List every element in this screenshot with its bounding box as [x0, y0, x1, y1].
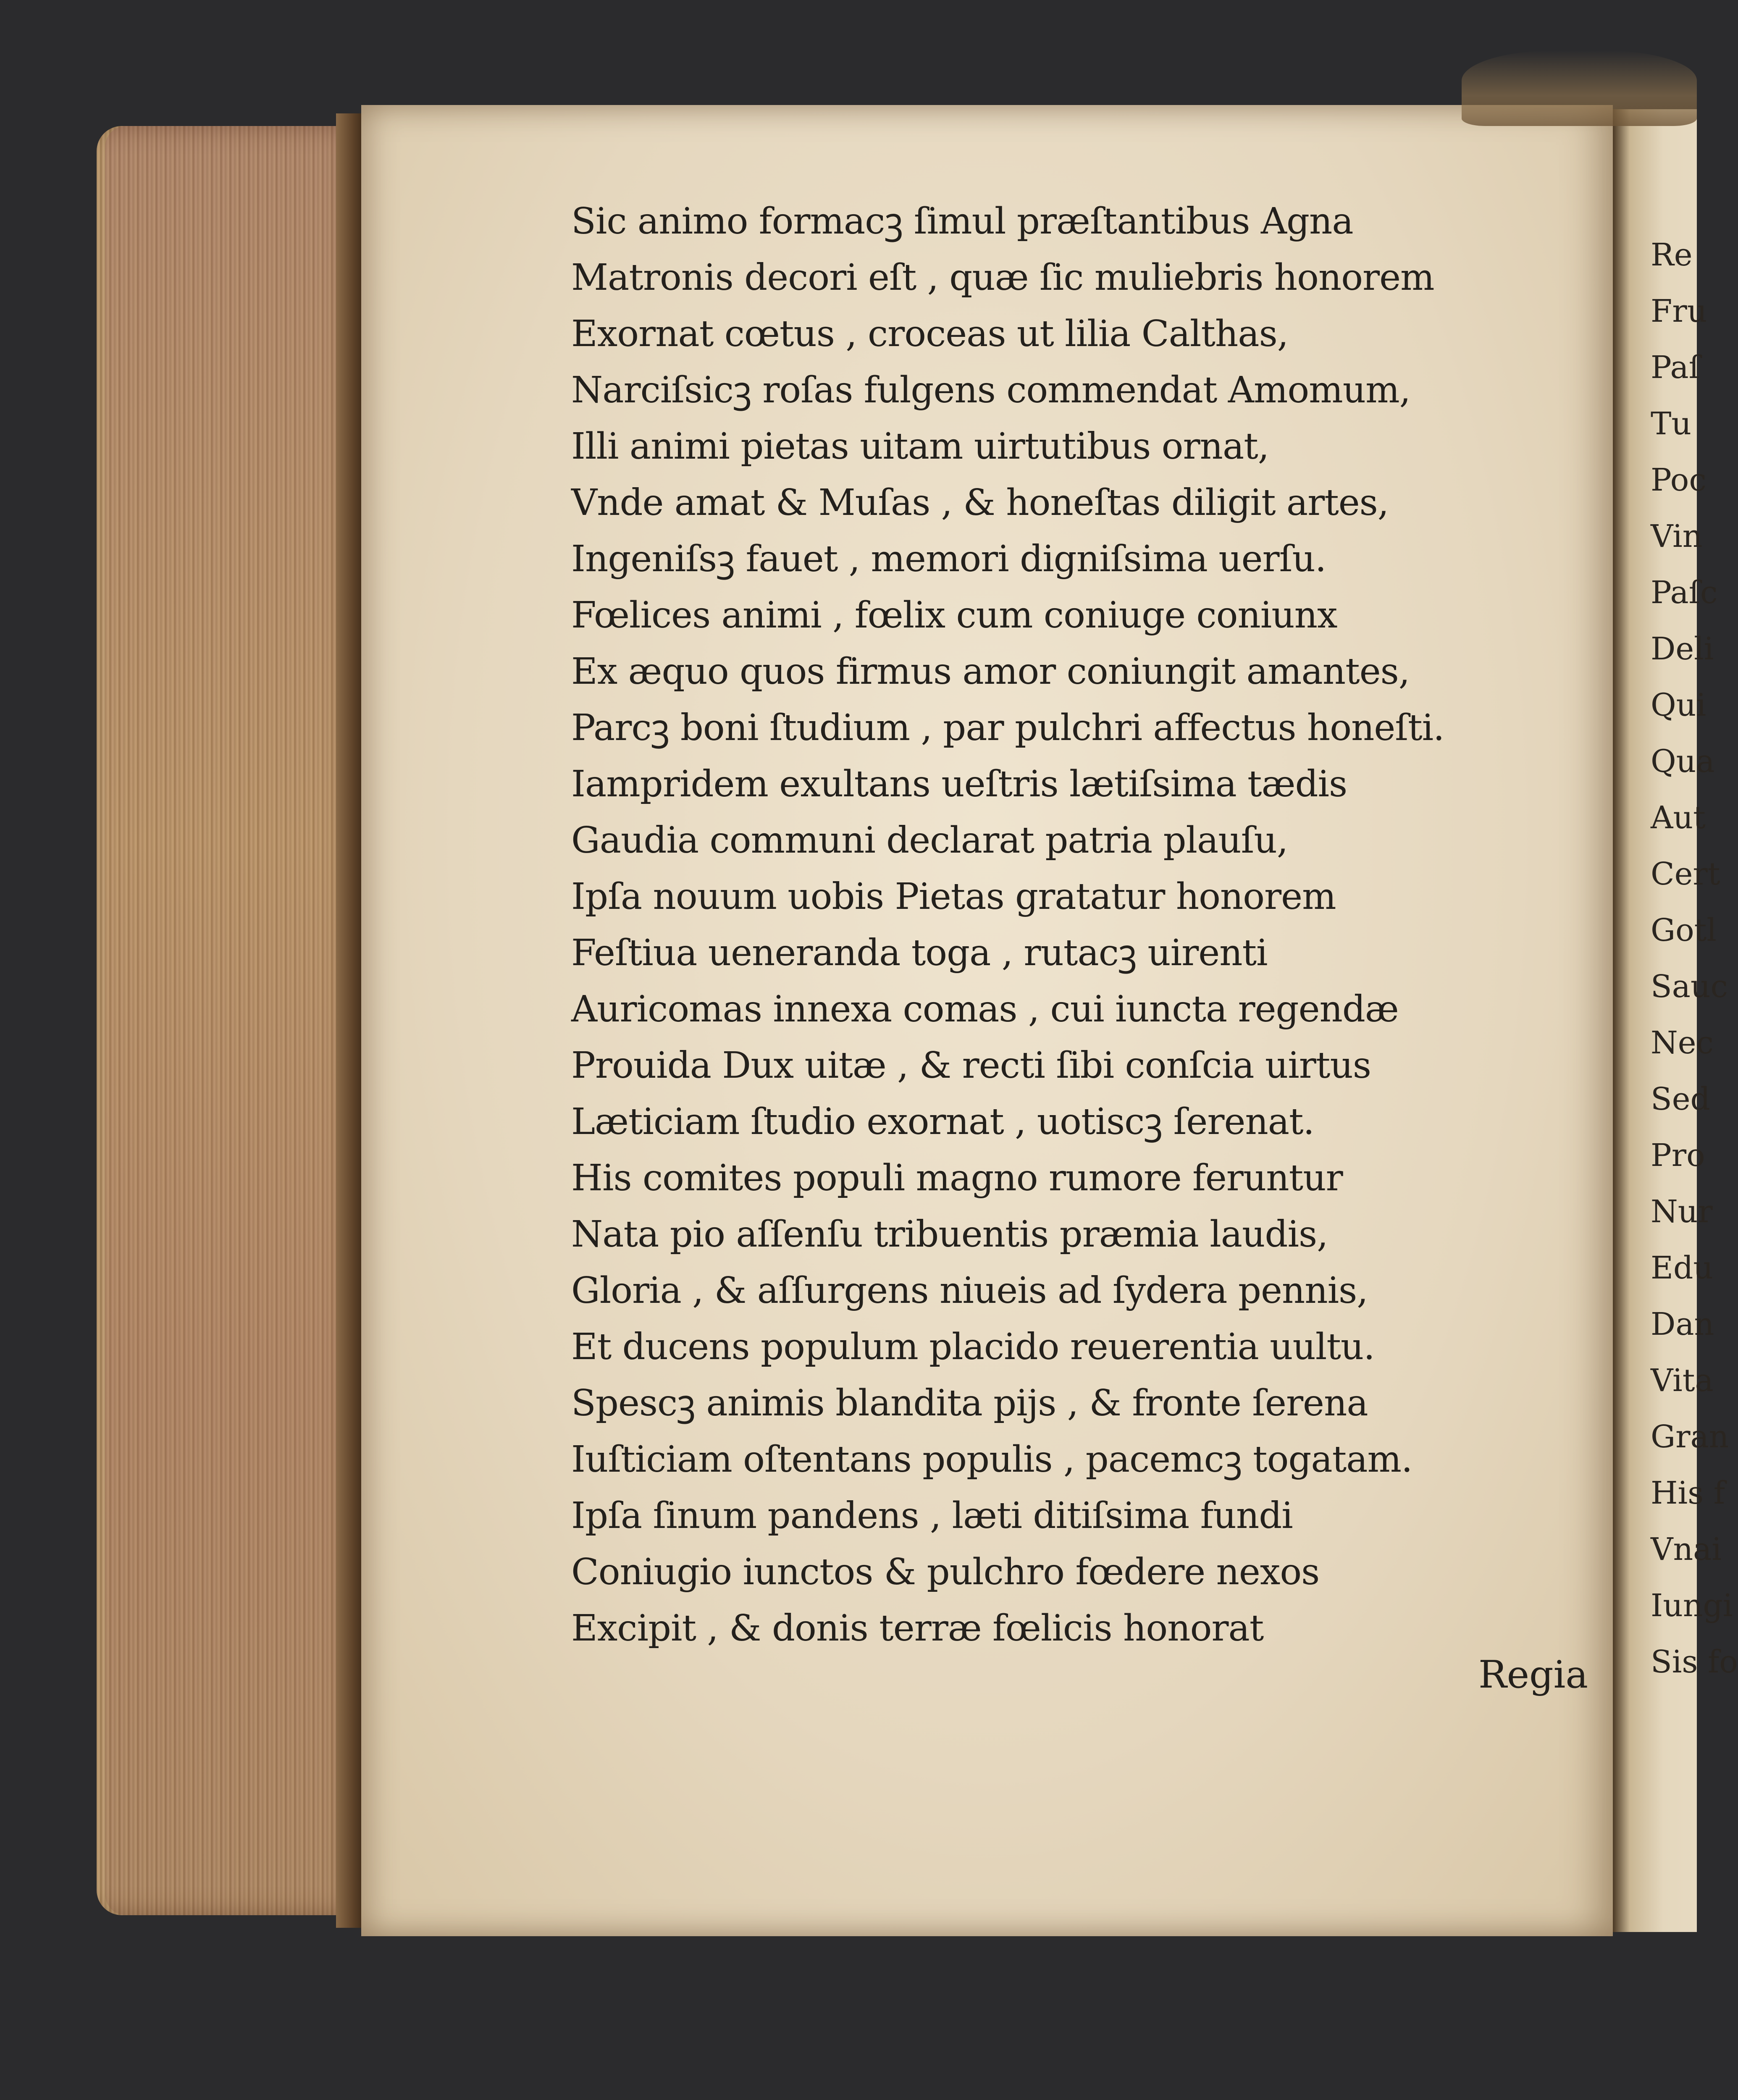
facing-line-fragment: Paſ	[1651, 349, 1700, 386]
facing-line-fragment: Sauc	[1651, 969, 1728, 1005]
verse-line: Ex æquo quos firmus amor coniungit amantes,	[571, 651, 1410, 693]
facing-line-fragment: Fru	[1651, 293, 1707, 329]
facing-line-fragment: Tu	[1651, 406, 1692, 442]
verse-line: Coniugio iunctos & pulchro fœdere nexos	[571, 1551, 1320, 1593]
verse-line: Sic animo formacꝫ ſimul præſtantibus Agna	[571, 200, 1353, 242]
verse-line: Matronis decori eſt , quæ ſic muliebris honorem	[571, 257, 1434, 299]
verse-line: Gaudia communi declarat patria plauſu,	[571, 819, 1288, 861]
facing-line-fragment: Edu	[1651, 1250, 1714, 1286]
verse-line: Vnde amat & Muſas , & honeſtas diligit artes,	[571, 482, 1389, 524]
verse-line: Auricomas innexa comas , cui iuncta regendæ	[571, 988, 1399, 1030]
verse-line: Ipſa nouum uobis Pietas gratatur honorem	[571, 876, 1336, 918]
verse-line: Iuſticiam oſtentans populis , pacemcꝫ togatam.	[571, 1438, 1412, 1480]
verse-line: Prouida Dux uitæ , & recti ſibi conſcia uirtus	[571, 1045, 1371, 1087]
page-edge-stain	[105, 126, 349, 1915]
verse-line: Læticiam ſtudio exornat , uotiscꝫ ſerenat.	[571, 1101, 1314, 1143]
facing-line-fragment: Vin	[1651, 518, 1703, 554]
verse-line: Parcꝫ boni ſtudium , par pulchri affectus honeſti.	[571, 707, 1444, 749]
facing-line-fragment: Paſc	[1651, 575, 1718, 611]
facing-line-fragment: Sed	[1651, 1081, 1710, 1117]
facing-line-fragment: Pro	[1651, 1137, 1705, 1173]
facing-line-fragment: Aut	[1651, 800, 1706, 836]
verse-line: Feſtiua ueneranda toga , rutacꝫ uirenti	[571, 932, 1268, 974]
verse-line: Nata pio aſſenſu tribuentis præmia laudis,	[571, 1213, 1328, 1255]
verse-line: Fœlices animi , fœlix cum coniuge coniunx	[571, 594, 1337, 636]
facing-line-fragment: Cert	[1651, 856, 1720, 892]
facing-line-fragment: Vnai	[1651, 1531, 1722, 1567]
verse-line: Ingeniſsꝫ fauet , memori digniſsima uerſu.	[571, 538, 1326, 580]
facing-line-fragment: Dan	[1651, 1306, 1714, 1342]
verse-line: Narciſsicꝫ roſas fulgens commendat Amomum,	[571, 369, 1411, 411]
verse-line: Illi animi pietas uitam uirtutibus ornat,	[571, 425, 1269, 467]
verse-line: Excipit , & donis terræ fœlicis honorat	[571, 1607, 1264, 1649]
verse-line: Gloria , & aſſurgens niueis ad ſydera pennis,	[571, 1270, 1368, 1312]
verse-line: Iampridem exultans ueſtris lætiſsima tædis	[571, 763, 1347, 805]
facing-line-fragment: Iungi	[1651, 1588, 1733, 1624]
verse-line: Exornat cœtus , croceas ut lilia Calthas,	[571, 313, 1289, 355]
facing-line-fragment: Nec	[1651, 1025, 1714, 1061]
verse-line: His comites populi magno rumore feruntur	[571, 1157, 1343, 1199]
facing-line-fragment: Nur	[1651, 1194, 1713, 1230]
facing-page-text	[1651, 227, 1738, 1690]
facing-line-fragment: Deli	[1651, 631, 1714, 667]
facing-line-fragment: Gotl	[1651, 912, 1717, 948]
verse-block	[571, 193, 1537, 1656]
facing-line-fragment: Vita	[1651, 1362, 1714, 1399]
catchword: Regia	[1478, 1653, 1588, 1697]
verse-line: Spescꝫ animis blandita pijs , & fronte ſerena	[571, 1382, 1368, 1424]
verse-line: Et ducens populum placido reuerentia uultu.	[571, 1326, 1375, 1368]
binding-thread	[1462, 50, 1697, 126]
facing-line-fragment: His f	[1651, 1475, 1725, 1511]
verse-line: Ipſa ſinum pandens , læti ditiſsima fundi	[571, 1495, 1293, 1537]
facing-line-fragment: Poc	[1651, 462, 1706, 498]
facing-line-fragment: Gran	[1651, 1419, 1729, 1455]
facing-line-fragment: Qua	[1651, 743, 1715, 780]
facing-line-fragment: Qui	[1651, 687, 1706, 723]
facing-line-fragment: Sis fo	[1651, 1644, 1738, 1680]
facing-line-fragment: Re	[1651, 237, 1693, 273]
